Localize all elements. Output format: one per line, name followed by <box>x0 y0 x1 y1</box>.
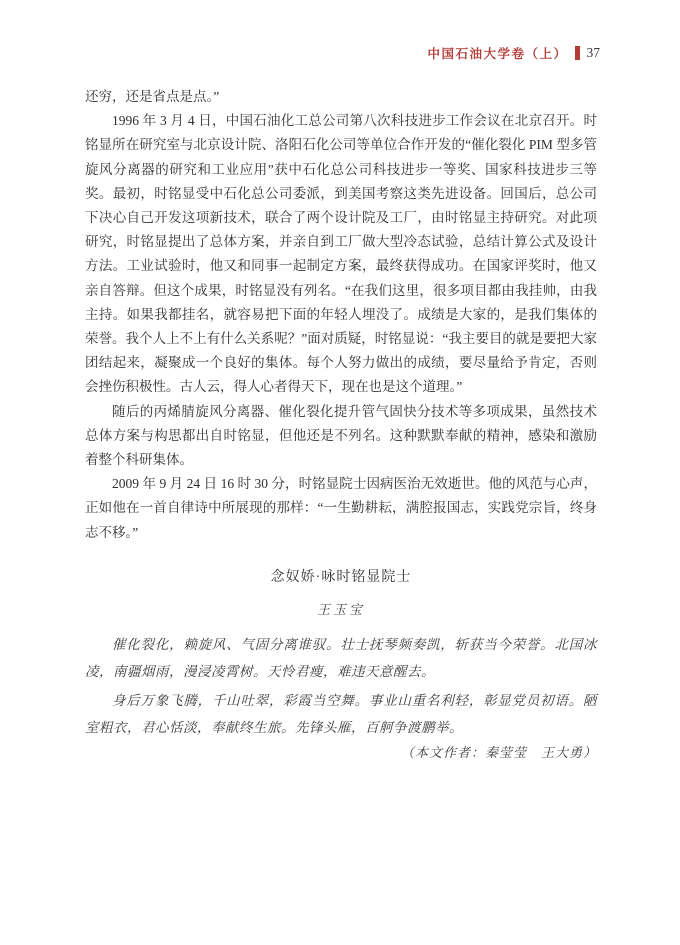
volume-title: 中国石油大学卷（上） <box>427 47 568 61</box>
body-paragraph: 2009 年 9 月 24 日 16 时 30 分，时铭显院士因病医治无效逝世。他的风范与心声，正如他在一首自律诗中所展现的那样：“一生勤耕耘，满腔报国志，实践党宗旨，终身志不移。” <box>85 476 597 540</box>
article-byline: （本文作者：秦莹莹 王大勇） <box>400 744 597 760</box>
poem-stanza: 身后万象飞腾，千山吐翠，彩霞当空舞。事业山重名利轻，彰显党员初语。陋室粗衣，君心恬淡，奉献终生旅。先锋头雁，百舸争渡鹏举。 <box>85 692 597 735</box>
poem-stanza: 催化裂化，赖旋风、气固分离谁驭。壮士抚琴频奏凯，斩获当今荣誉。北国冰凌，南疆烟雨，漫浸凌霄树。天怜君瘦，难违天意醒去。 <box>85 636 597 679</box>
page-number: 37 <box>586 45 600 60</box>
body-paragraph: 随后的丙烯腈旋风分离器、催化裂化提升管气固快分技术等多项成果，虽然技术总体方案与构思都出自时铭显，但他还是不列名。这种默默奉献的精神，感染和激励着整个科研集体。 <box>85 403 597 468</box>
page-header <box>427 44 600 62</box>
page-content <box>85 85 597 765</box>
poem-author: 王玉宝 <box>316 601 365 617</box>
body-paragraph-continuation: 还穷，还是省点是点。” <box>85 89 220 104</box>
header-divider-bar-icon <box>575 46 580 60</box>
body-paragraph: 1996 年 3 月 4 日，中国石油化工总公司第八次科技进步工作会议在北京召开。时铭显所在研究室与北京设计院、洛阳石化公司等单位合作开发的“催化裂化 PIM 型多管旋风分离器的研究和工业应用”获中石化总公司科技进步一等奖、国家科技进步三等奖。最初，时铭显受中石化总公司委派，到美国考察这类先进设备。回国后，总公司下决心自己开发这项新技术，联合了两个设计院及工厂，由时铭显主持研究。对此项研究，时铭显提出了总体方案，并亲自到工厂做大型冷态试验，总结计算公式及设计方法。工业试验时，他又和同事一起制定方案，最终获得成功。在国家评奖时，他又亲自答辩。但这个成果，时铭显没有列名。“在我们这里，很多项目都由我挂帅，由我主持。如果我都挂名，就容易把下面的年轻人埋没了。成绩是大家的，是我们集体的荣誉。我个人上不上有什么关系呢？”面对质疑，时铭显说：“我主要目的就是要把大家团结起来，凝聚成一个良好的集体。每个人努力做出的成绩，要尽量给予肯定，否则会挫伤积极性。古人云，得人心者得天下，现在也是这个道理。” <box>85 113 597 395</box>
poem-title: 念奴娇·咏时铭显院士 <box>270 569 412 585</box>
